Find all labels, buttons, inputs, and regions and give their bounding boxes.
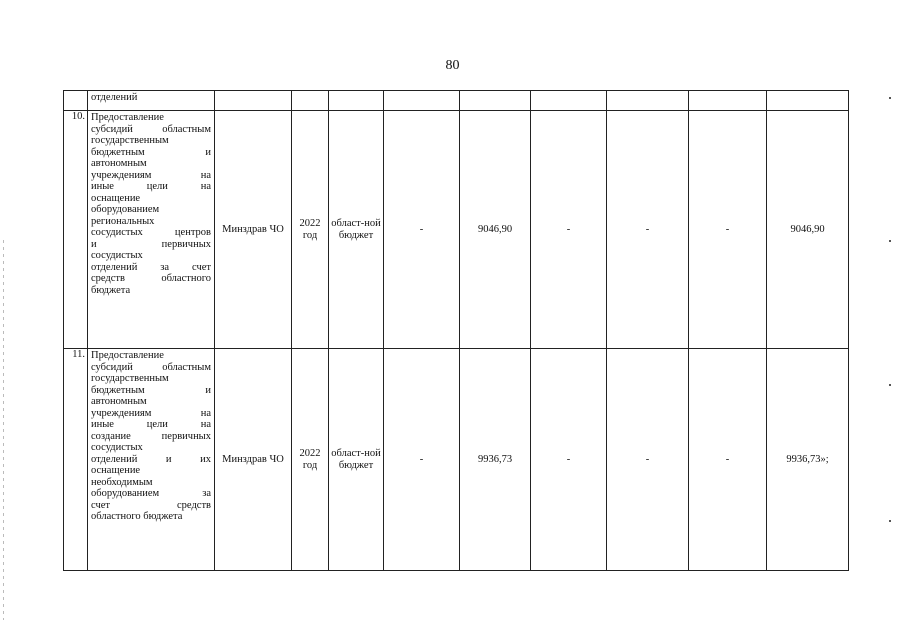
description-line: субсидий областным	[91, 361, 211, 373]
description-line: областного бюджета	[91, 511, 183, 522]
description-line: оснащение	[91, 192, 141, 204]
row-description	[88, 91, 215, 111]
description-line: средств областного	[91, 273, 211, 284]
description-line: создание первичных	[91, 430, 211, 442]
total-cell: 9936,73»;	[767, 349, 849, 571]
table-row	[64, 91, 849, 111]
description-line: отделений за счет	[91, 261, 211, 273]
amount-cell: -	[384, 349, 460, 571]
row-number: 10.	[64, 111, 88, 349]
amount-cell: -	[607, 349, 689, 571]
scan-edge	[3, 240, 4, 620]
description-line: иные цели на	[91, 419, 211, 430]
description-line: бюджетным и	[91, 384, 211, 396]
description-line: и первичных	[91, 238, 211, 250]
amount-cell	[607, 91, 689, 111]
description-line: государственным	[91, 373, 169, 384]
row-number: 11.	[64, 349, 88, 571]
description-line: учреждениям на	[91, 169, 211, 181]
amount-cell: -	[689, 349, 767, 571]
scan-speck	[889, 520, 891, 522]
amount-cell	[460, 91, 531, 111]
row-description	[88, 111, 215, 349]
amount-cell	[689, 91, 767, 111]
total-cell: 9046,90	[767, 111, 849, 349]
table-body	[64, 91, 849, 571]
description-line: бюджета	[91, 284, 131, 296]
year-cell: 2022 год	[292, 349, 329, 571]
description-line: отделений	[91, 92, 138, 103]
description-line: счет средств	[91, 499, 211, 511]
description-line: оснащение	[91, 465, 141, 476]
page-number: 80	[445, 58, 460, 73]
description-line: иные цели на	[91, 181, 211, 192]
scan-speck	[889, 384, 891, 386]
amount-cell: -	[531, 349, 607, 571]
description-line: сосудистых	[91, 250, 143, 261]
executor-cell: Минздрав ЧО	[215, 349, 292, 571]
description-line: региональных	[91, 215, 155, 227]
amount-cell: 9046,90	[460, 111, 531, 349]
year-cell: 2022 год	[292, 111, 329, 349]
description-line: субсидий областным	[91, 123, 211, 135]
funding-source-cell: област-ной бюджет	[329, 349, 384, 571]
description-line: отделений и их	[91, 453, 211, 465]
executor-cell	[215, 91, 292, 111]
description-line: Предоставление	[91, 112, 164, 123]
funding-source-cell: област-ной бюджет	[329, 111, 384, 349]
description-line: оборудованием	[91, 204, 160, 215]
amount-cell	[531, 91, 607, 111]
description-line: автономным	[91, 158, 147, 169]
description-line: учреждениям на	[91, 407, 211, 419]
row-number	[64, 91, 88, 111]
table-row	[64, 111, 849, 349]
description-line: автономным	[91, 396, 147, 407]
year-cell	[292, 91, 329, 111]
description-line: государственным	[91, 135, 169, 146]
scan-speck	[889, 97, 891, 99]
executor-cell: Минздрав ЧО	[215, 111, 292, 349]
description-line: необходимым	[91, 476, 153, 488]
description-line: Предоставление	[91, 350, 164, 361]
total-cell	[767, 91, 849, 111]
table-row	[64, 349, 849, 571]
description-line: сосудистых	[91, 442, 143, 453]
description-line: оборудованием за	[91, 488, 211, 499]
scan-speck	[889, 240, 891, 242]
funding-source-cell	[329, 91, 384, 111]
amount-cell: -	[689, 111, 767, 349]
amount-cell	[384, 91, 460, 111]
row-description	[88, 349, 215, 571]
amount-cell: -	[384, 111, 460, 349]
description-line: бюджетным и	[91, 146, 211, 158]
amount-cell: 9936,73	[460, 349, 531, 571]
amount-cell: -	[607, 111, 689, 349]
budget-table	[63, 90, 849, 571]
amount-cell: -	[531, 111, 607, 349]
description-line: сосудистых центров	[91, 227, 211, 238]
